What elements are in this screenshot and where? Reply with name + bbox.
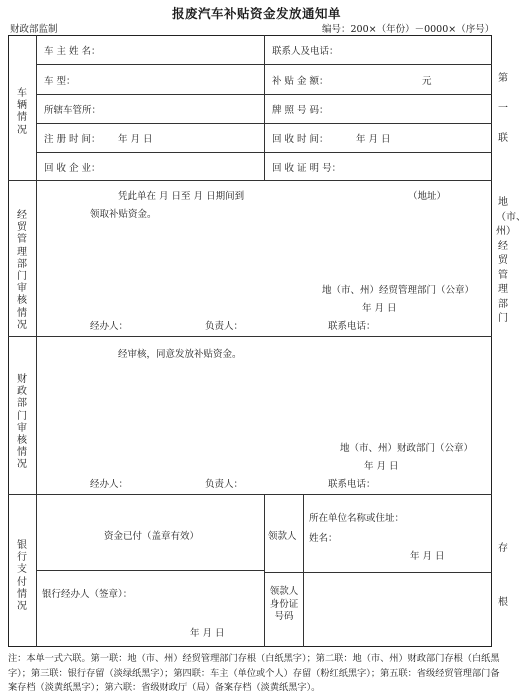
supervising-dept: 财政部监制	[10, 24, 58, 35]
trade-handler-label: 经办人：	[90, 321, 129, 332]
finance-approval-text: 经审核，同意发放补贴资金。	[118, 349, 242, 360]
model-label: 车 型：	[44, 76, 76, 87]
finance-principal-label: 负责人：	[205, 479, 244, 490]
divider-finance	[8, 494, 492, 495]
col-line	[264, 35, 265, 180]
reg-date: 年 月 日	[118, 134, 153, 145]
label-column-line	[36, 35, 37, 647]
recycle-cert-label: 回 收 证 明 号：	[272, 163, 342, 174]
payee-date: 年 月 日	[410, 551, 445, 562]
amount-unit: 元	[422, 76, 432, 87]
recycle-date: 年 月 日	[356, 134, 391, 145]
finance-phone-label: 联系电话：	[328, 479, 376, 490]
payee-label: 领款人	[268, 531, 297, 542]
plate-label: 牌 照 号 码：	[272, 105, 329, 116]
reg-time-label: 注 册 时 间：	[44, 134, 101, 145]
payee-id-label: 领款人身份证号码	[269, 586, 299, 622]
finance-date: 年 月 日	[364, 461, 399, 472]
form-title: 报废汽车补贴资金发放通知单	[171, 6, 341, 21]
footnote: 注：本单一式六联。第一联：地（市、州）经贸管理部门存根（白纸黑字）；第二联：地（市、州）财政部门存根（白纸黑字）；第三联：银行存留（淡绿纸黑字）；第四联：车主（单位或个人）存留（粉红纸黑字）；第五联：省级经贸管理部门备案存档（淡黄纸黑字）；第六联：省级财政厅（局）备案存档（淡黄纸黑字）。	[8, 653, 500, 693]
vehicle-office-label: 所辖车管所：	[44, 105, 102, 116]
col-line	[264, 494, 265, 647]
copy-dept: 地（市、州）经贸管理部门	[496, 197, 526, 324]
payee-name-label: 姓名：	[309, 533, 338, 544]
trade-collect-text: 领取补贴资金。	[90, 209, 157, 220]
trade-principal-label: 负责人：	[205, 321, 244, 332]
trade-seal: 地（市、州）经贸管理部门（公章）	[322, 285, 475, 296]
stub-label-b: 根	[498, 597, 508, 608]
trade-collect-period: 凭此单在 月 日至 月 日期间到	[118, 191, 245, 202]
section-label-vehicle: 车辆情况	[17, 88, 27, 136]
bank-clerk-label: 银行经办人（签章）：	[42, 589, 133, 600]
recycle-time-label: 回 收 时 间：	[272, 134, 329, 145]
section-label-trade: 经贸管理部门审核情况	[17, 210, 27, 331]
finance-seal: 地（市、州）财政部门（公章）	[340, 443, 474, 454]
contact-label: 联系人及电话：	[272, 46, 339, 57]
copy-number: 第一联	[498, 73, 508, 144]
payee-unit-address-label: 所在单位名称或住址：	[309, 513, 405, 524]
col-line	[303, 494, 304, 647]
recycle-company-label: 回 收 企 业：	[44, 163, 101, 174]
serial-number: 编号：200×（年份）－0000×（序号）	[322, 24, 495, 35]
finance-handler-label: 经办人：	[90, 479, 129, 490]
row-line	[36, 570, 264, 571]
section-label-bank: 银行支付情况	[17, 540, 27, 613]
trade-date: 年 月 日	[362, 303, 397, 314]
stub-label-a: 存	[498, 543, 508, 554]
owner-name-label: 车 主 姓 名：	[44, 46, 101, 57]
bank-date: 年 月 日	[190, 628, 225, 639]
section-label-finance: 财政部门审核情况	[17, 374, 27, 471]
divider-vehicle	[8, 180, 492, 181]
trade-phone-label: 联系电话：	[328, 321, 376, 332]
trade-address: （地址）	[408, 191, 447, 202]
row-line	[264, 572, 492, 573]
divider-trade	[8, 336, 492, 337]
amount-label: 补 贴 金 额：	[272, 76, 329, 87]
funds-paid-label: 资金已付（盖章有效）	[104, 531, 200, 542]
